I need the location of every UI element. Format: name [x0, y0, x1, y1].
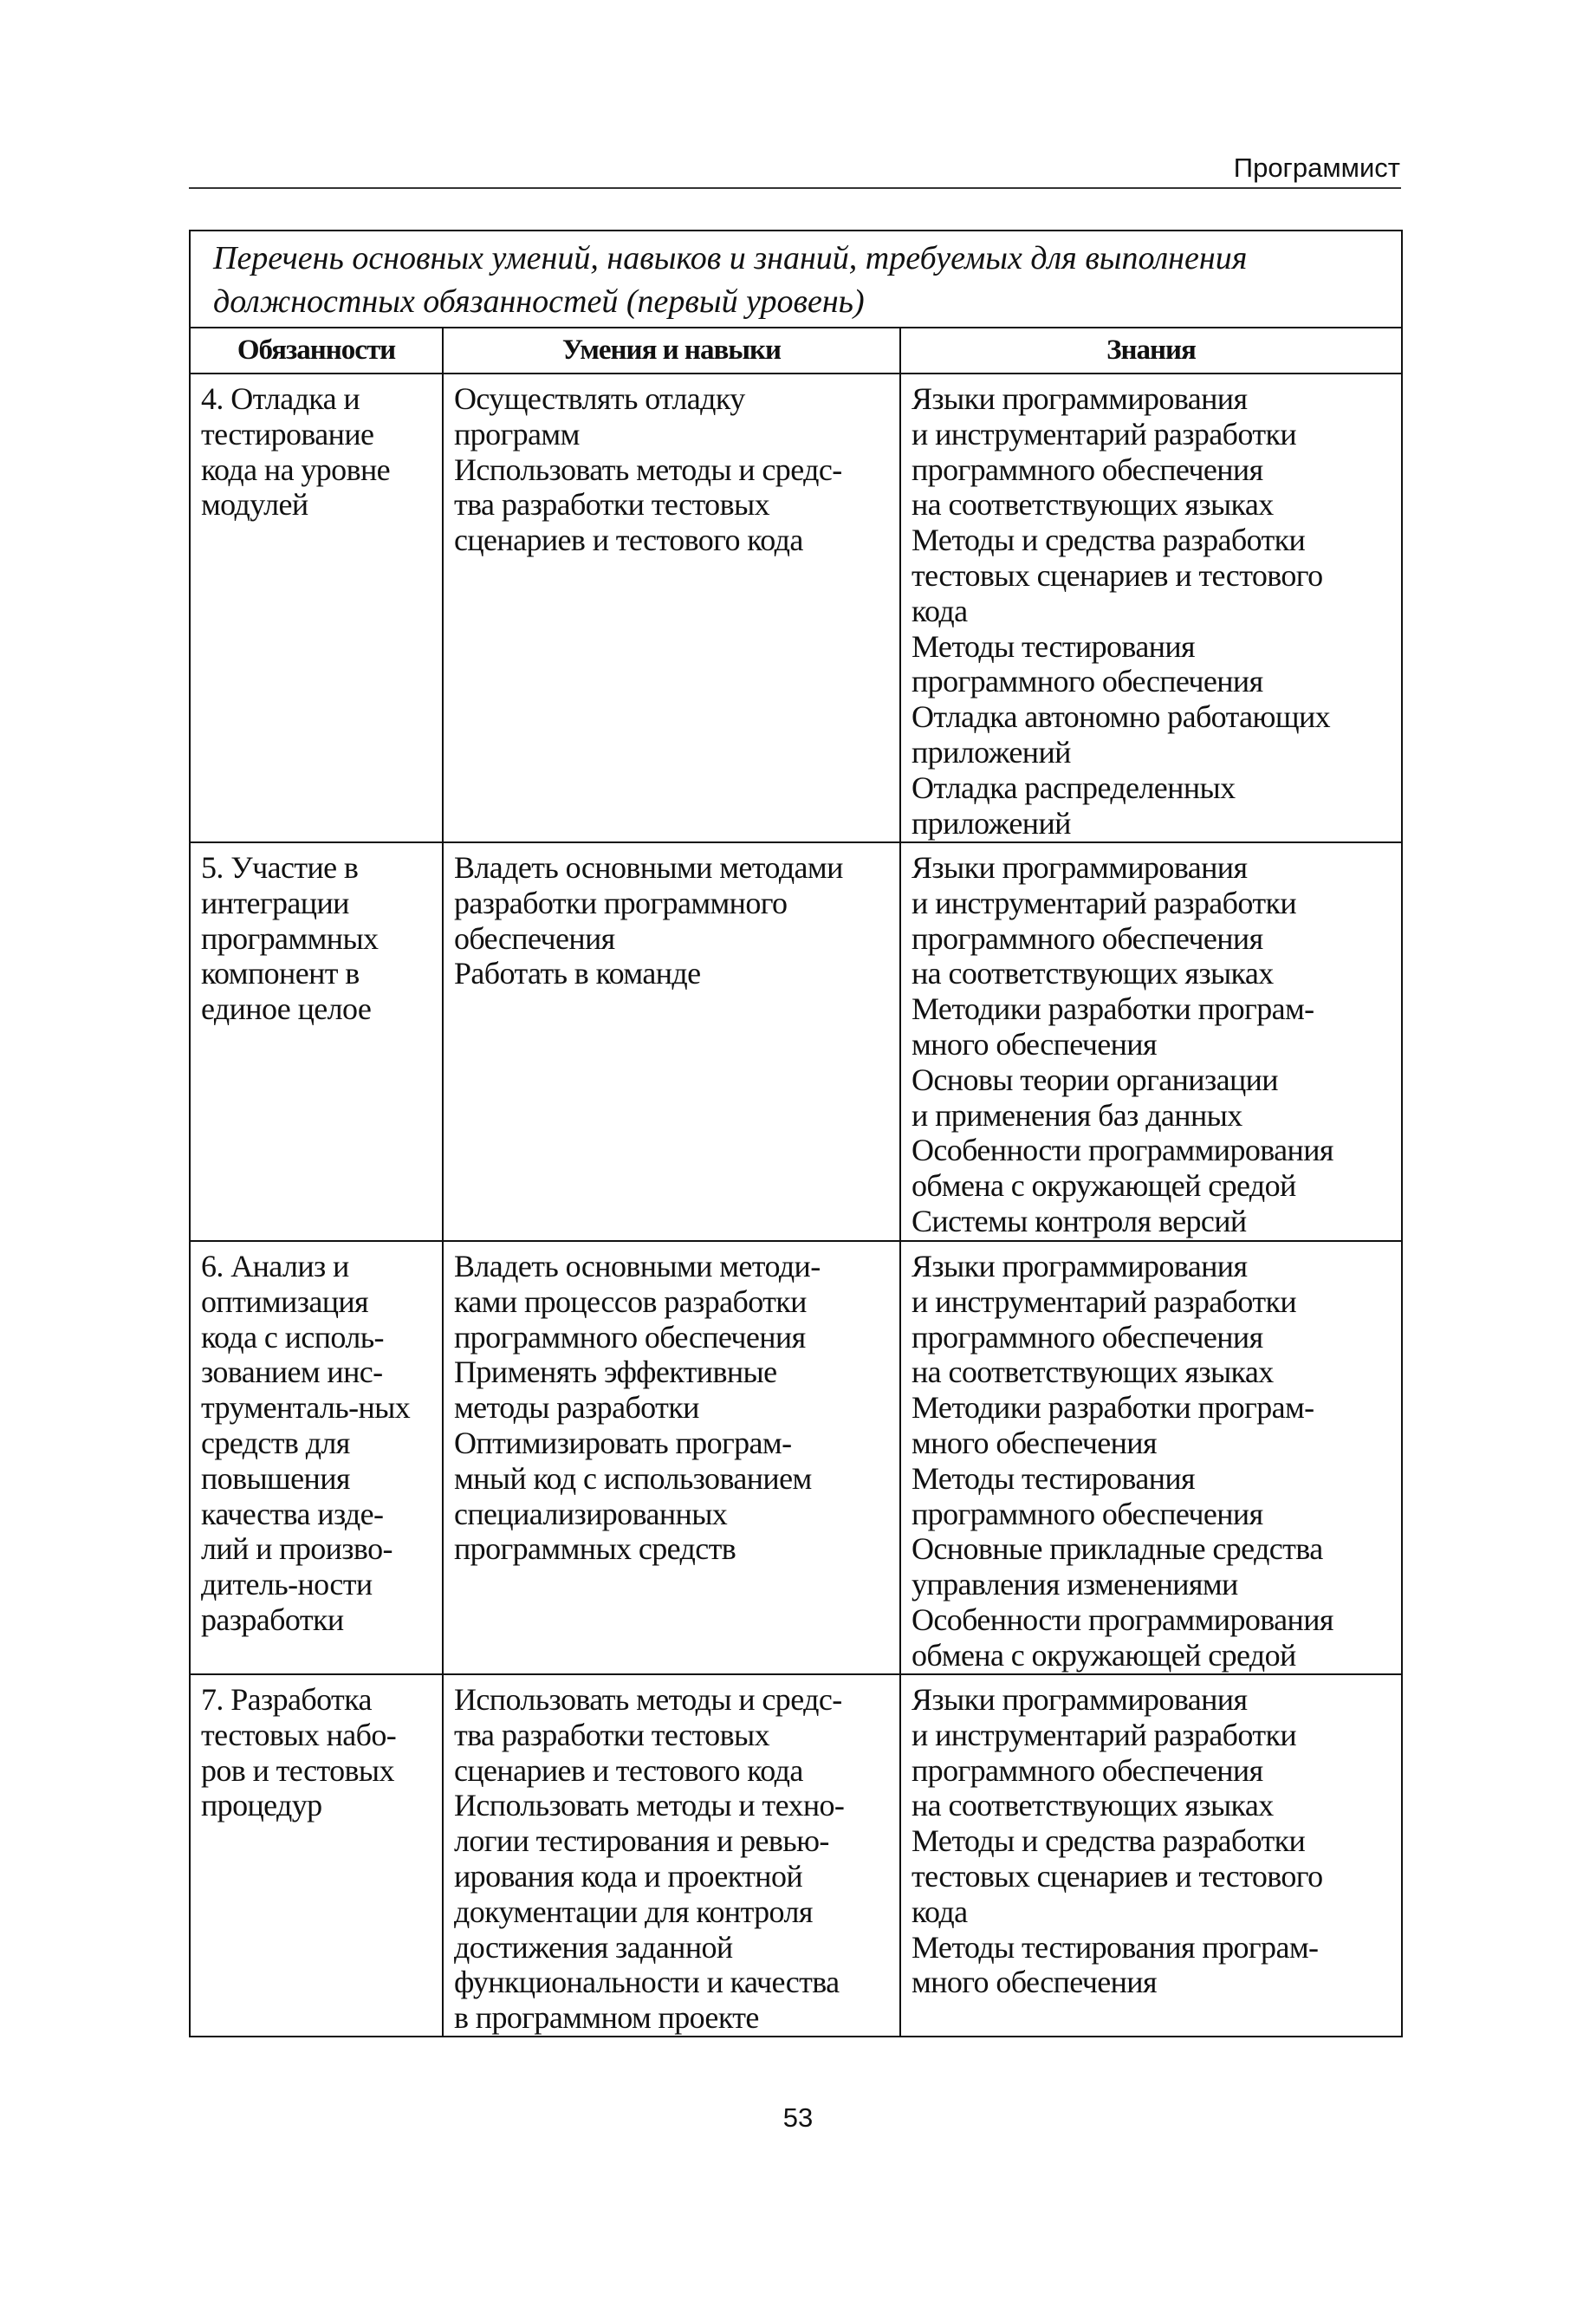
- skills-cell: Владеть основными методами разработки программного обеспечения Работать в команде: [443, 842, 900, 1241]
- knowledge-cell: Языки программирования и инструментарий разработки программного обеспечения на соответствующих языках Методики разработки програм- много обеспечения Методы тестирования программного обеспечения Основные прикладные средства управления изменениями Особенности программирования обмена с окружающей средой: [900, 1241, 1402, 1674]
- table-row: [190, 374, 1402, 842]
- table-row: [190, 1241, 1402, 1674]
- competency-table: [189, 230, 1403, 2037]
- duty-cell: 6. Анализ и оптимизация кода с исполь- зованием инс- трументаль-ных средств для повышения качества изде- лий и произво- дитель-ности разработки: [190, 1241, 443, 1674]
- page-number: 53: [782, 2102, 814, 2133]
- knowledge-cell: Языки программирования и инструментарий разработки программного обеспечения на соответствующих языках Методы и средства разработки тестовых сценариев и тестового кода Методы тестирования програм- много обеспечения: [900, 1674, 1402, 2037]
- duty-cell: 7. Разработка тестовых набо- ров и тестовых процедур: [190, 1674, 443, 2037]
- skills-cell: Владеть основными методи- ками процессов разработки программного обеспечения Применять эффективные методы разработки Оптимизировать програм- мный код с использованием специализированных программных средств: [443, 1241, 900, 1674]
- table-caption-row: [190, 231, 1402, 328]
- duty-cell: 4. Отладка и тестирование кода на уровне модулей: [190, 374, 443, 842]
- table-caption: Перечень основных умений, навыков и знаний, требуемых для выполнения должностных обязанностей (первый уровень): [190, 231, 1402, 328]
- column-header-skills: Умения и навыки: [443, 328, 900, 374]
- column-header-duties: Обязанности: [190, 328, 443, 374]
- skills-cell: Использовать методы и средс- тва разработки тестовых сценариев и тестового кода Использовать методы и техно- логии тестирования и ревью- ирования кода и проектной документации для контроля достижения заданной функциональности и качества в программном проекте: [443, 1674, 900, 2037]
- running-head: Программист: [1233, 153, 1400, 183]
- knowledge-cell: Языки программирования и инструментарий разработки программного обеспечения на соответствующих языках Методики разработки програм- много обеспечения Основы теории организации и применения баз данных Особенности программирования обмена с окружающей средой Системы контроля версий: [900, 842, 1402, 1241]
- table-row: [190, 842, 1402, 1241]
- skills-cell: Осуществлять отладку программ Использовать методы и средс- тва разработки тестовых сценариев и тестового кода: [443, 374, 900, 842]
- column-header-knowledge: Знания: [900, 328, 1402, 374]
- knowledge-cell: Языки программирования и инструментарий разработки программного обеспечения на соответствующих языках Методы и средства разработки тестовых сценариев и тестового кода Методы тестирования программного обеспечения Отладка автономно работающих приложений Отладка распределенных приложений: [900, 374, 1402, 842]
- header-rule: [189, 187, 1401, 189]
- duty-cell: 5. Участие в интеграции программных компонент в единое целое: [190, 842, 443, 1241]
- table-header-row: [190, 328, 1402, 374]
- table-row: [190, 1674, 1402, 2037]
